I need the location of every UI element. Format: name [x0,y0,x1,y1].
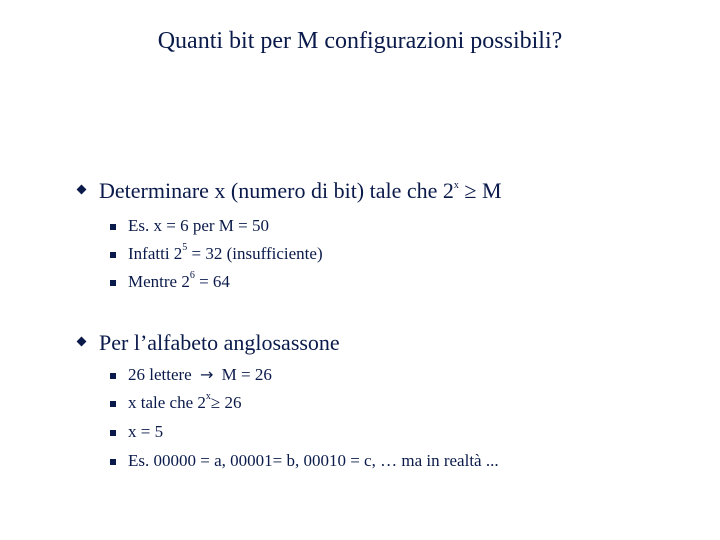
bullet-2 [78,330,340,356]
square-bullet-icon [110,373,116,379]
sub-bullet-2-3: x = 5 [110,422,163,442]
square-bullet-icon [110,459,116,465]
square-bullet-icon [110,430,116,436]
bullet-1 [78,178,502,204]
diamond-bullet-icon [77,184,87,194]
sub-bullet-2-4: Es. 00000 = a, 00001= b, 00010 = c, … ma in realtà ... [110,451,499,471]
sub-bullet-1-1: Es. x = 6 per M = 50 [110,216,269,236]
slide-title: Quanti bit per M configurazioni possibili? [157,28,563,54]
square-bullet-icon [110,252,116,258]
square-bullet-icon [110,280,116,286]
bullet-2-text: Per l’alfabeto anglosassone [99,330,340,355]
right-arrow-icon: → [199,365,214,384]
diamond-bullet-icon [77,336,87,346]
sub-bullet-1-2: Infatti $2^5 = 32$ (insufficiente) [110,244,323,264]
sub-bullet-2-1: 26 lettere → M = 26 [110,365,272,385]
sub-bullet-2-2: x tale che $2^x\ge 26$ [110,393,241,413]
square-bullet-icon [110,401,116,407]
square-bullet-icon [110,224,116,230]
bullet-1-text: Determinare x (numero di bit) tale che $2^x \ge M$ [99,178,502,203]
sub-bullet-1-3: Mentre $2^6 = 64$ [110,272,230,292]
